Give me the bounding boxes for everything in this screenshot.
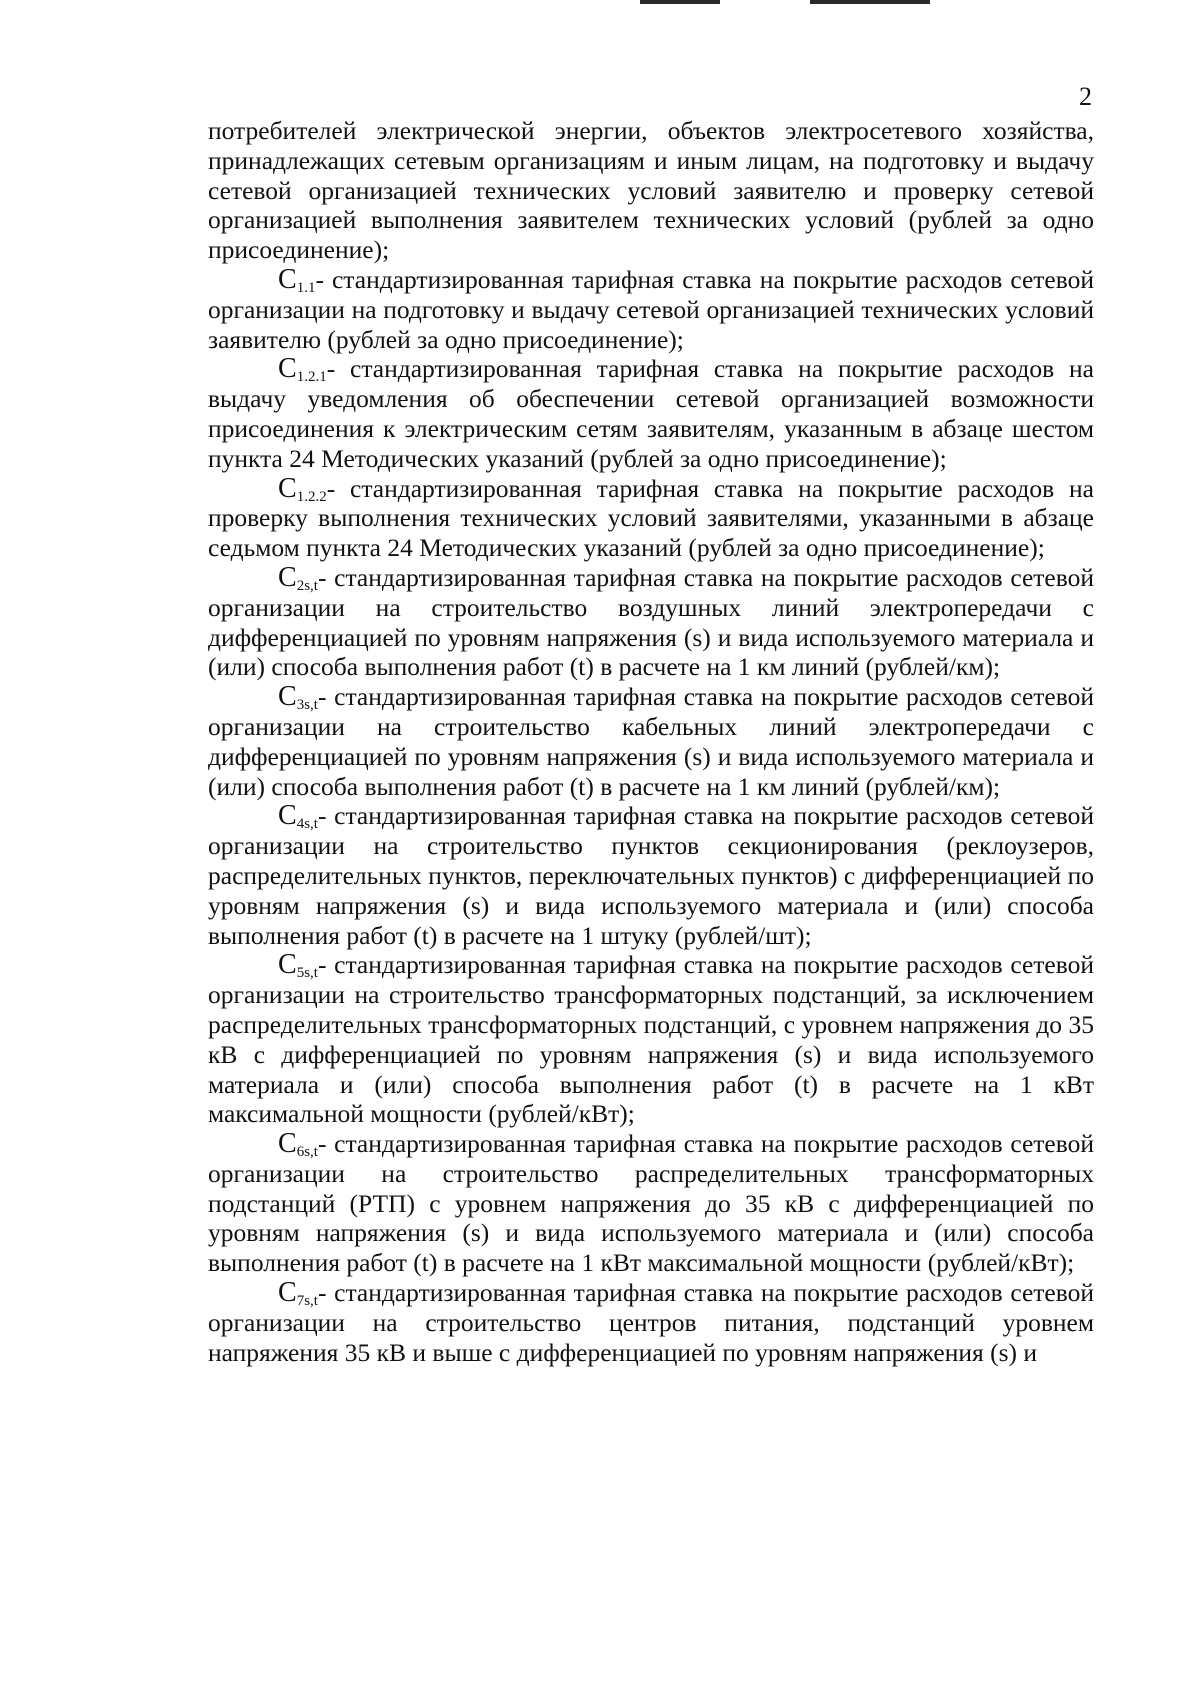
intro-paragraph: потребителей электрической энергии, объектов электросетевого хозяйства, принадлежащих сетевым организациям и иным лицам, на подготовку и выдачу сетевой организацией технических условий заявителю и проверку сетевой организацией выполнения заявителем технических условий (рублей за одно присоединение); (208, 116, 1094, 265)
page-number: 2 (1079, 82, 1092, 111)
definition-text: - стандартизированная тарифная ставка на покрытие расходов сетевой организации на строительство распределительных трансформаторных подстанций (РТП) с уровнем напряжения до 35 кВ с дифференциацией по уровням напряжения (s) и вида используемого материала и (или) способа выполнения работ (t) в расчете на 1 кВт максимальной мощности (рублей/кВт); (208, 1129, 1094, 1278)
definition-text: - стандартизированная тарифная ставка на покрытие расходов сетевой организации на строительство пунктов секционирования (реклоузеров, распределительных пунктов, переключательных пунктов) с дифференциацией по уровням напряжения (s) и вида используемого материала и (или) способа выполнения работ (t) в расчете на 1 штуку (рублей/шт); (208, 801, 1094, 950)
scan-artifact (810, 0, 930, 4)
rate-symbol: $C_{1.1}$ (278, 263, 316, 296)
definition-paragraph (208, 1129, 1094, 1278)
definition-paragraph (208, 682, 1094, 801)
rate-symbol: $C_{1.2.1}$ (278, 353, 327, 386)
definition-text: - стандартизированная тарифная ставка на покрытие расходов сетевой организации на подготовку и выдачу сетевой организацией технических условий заявителю (рублей за одно присоединение); (208, 264, 1094, 354)
definition-paragraph (208, 801, 1094, 950)
definition-text: - стандартизированная тарифная ставка на покрытие расходов на выдачу уведомления об обеспечении сетевой организацией возможности присоединения к электрическим сетям заявителям, указанным в абзаце шестом пункта 24 Методических указаний (рублей за одно присоединение); (208, 354, 1094, 473)
scan-artifact (640, 0, 720, 4)
definition-paragraph (208, 950, 1094, 1129)
definition-text: - стандартизированная тарифная ставка на покрытие расходов сетевой организации на строительство кабельных линий электропередачи с дифференциацией по уровням напряжения (s) и вида используемого материала и (или) способа выполнения работ (t) в расчете на 1 км линий (рублей/км); (208, 682, 1094, 801)
definition-paragraph (208, 1278, 1094, 1367)
rate-symbol: $C_{6s,t}$ (278, 1128, 318, 1161)
definition-paragraph (208, 265, 1094, 354)
rate-symbol: $C_{2s,t}$ (278, 561, 318, 594)
rate-symbol: $C_{5s,t}$ (278, 949, 318, 982)
rate-symbol: $C_{4s,t}$ (278, 800, 318, 833)
rate-symbol: $C_{1.2.2}$ (278, 472, 327, 505)
definition-text: - стандартизированная тарифная ставка на покрытие расходов сетевой организации на строительство трансформаторных подстанций, за исключением распределительных трансформаторных подстанций, с уровнем напряжения до 35 кВ с дифференциацией по уровням напряжения (s) и вида используемого материала и (или) способа выполнения работ (t) в расчете на 1 кВт максимальной мощности (рублей/кВт); (208, 950, 1094, 1129)
rate-symbol: $C_{3s,t}$ (278, 681, 318, 714)
definition-paragraph (208, 474, 1094, 563)
definition-text: - стандартизированная тарифная ставка на покрытие расходов на проверку выполнения технических условий заявителями, указанными в абзаце седьмом пункта 24 Методических указаний (рублей за одно присоединение); (208, 473, 1094, 563)
rate-symbol: $C_{7s,t}$ (278, 1277, 318, 1310)
definition-text: - стандартизированная тарифная ставка на покрытие расходов сетевой организации на строительство воздушных линий электропередачи с дифференциацией по уровням напряжения (s) и вида используемого материала и (или) способа выполнения работ (t) в расчете на 1 км линий (рублей/км); (208, 562, 1094, 682)
definition-text: - стандартизированная тарифная ставка на покрытие расходов сетевой организации на строительство центров питания, подстанций уровнем напряжения 35 кВ и выше с дифференциацией по уровням напряжения (s) и (208, 1278, 1094, 1367)
document-body (208, 116, 1094, 1367)
definition-paragraph (208, 354, 1094, 473)
definition-paragraph (208, 563, 1094, 682)
